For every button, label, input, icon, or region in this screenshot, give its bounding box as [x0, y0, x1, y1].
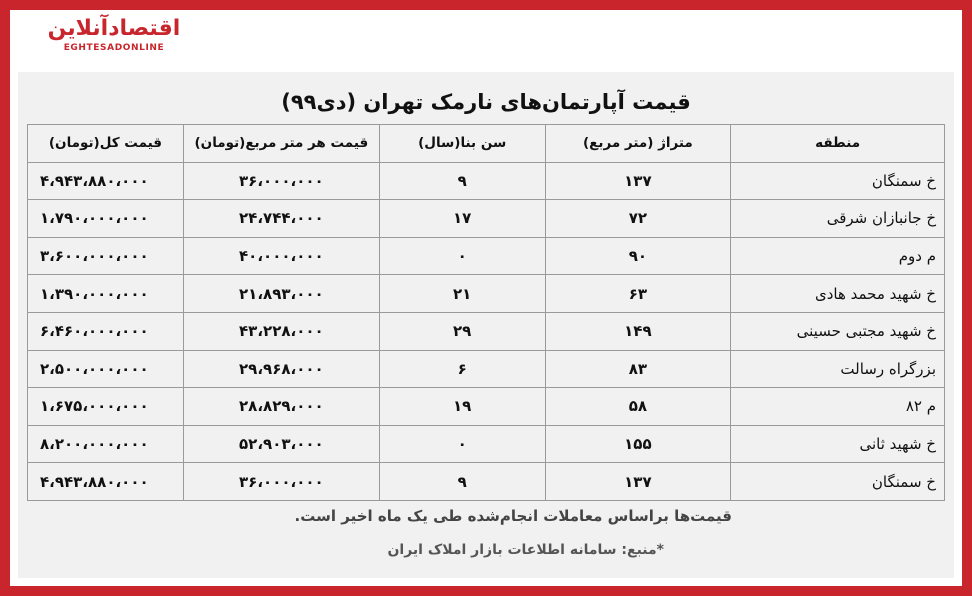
cell-area: ۶۳	[545, 275, 731, 313]
cell-total: ۲،۵۰۰،۰۰۰،۰۰۰	[28, 350, 184, 388]
cell-area: ۱۳۷	[545, 162, 731, 200]
cell-price-per-m2: ۴۳،۲۲۸،۰۰۰	[183, 312, 379, 350]
header-region: منطقه	[731, 125, 945, 163]
cell-price-per-m2: ۲۸،۸۲۹،۰۰۰	[183, 388, 379, 426]
table-row	[28, 275, 945, 313]
cell-area: ۹۰	[545, 237, 731, 275]
cell-price-per-m2: ۲۴،۷۴۴،۰۰۰	[183, 200, 379, 238]
price-table	[27, 124, 945, 501]
cell-price-per-m2: ۳۶،۰۰۰،۰۰۰	[183, 463, 379, 501]
cell-price-per-m2: ۵۲،۹۰۳،۰۰۰	[183, 425, 379, 463]
table-row	[28, 200, 945, 238]
cell-total: ۴،۹۴۳،۸۸۰،۰۰۰	[28, 162, 184, 200]
cell-total: ۱،۶۷۵،۰۰۰،۰۰۰	[28, 388, 184, 426]
table-header-row	[28, 125, 945, 163]
cell-age: ۲۱	[379, 275, 545, 313]
cell-total: ۴،۹۴۳،۸۸۰،۰۰۰	[28, 463, 184, 501]
cell-region: خ سمنگان	[731, 162, 945, 200]
table-row	[28, 350, 945, 388]
cell-area: ۱۳۷	[545, 463, 731, 501]
cell-region: خ شهید ثانی	[731, 425, 945, 463]
footnote: قیمت‌ها براساس معاملات انجام‌شده طی یک ماه اخیر است.	[294, 507, 732, 525]
page-title: قیمت آپارتمان‌های نارمک تهران (دی۹۹)	[281, 90, 691, 114]
cell-price-per-m2: ۲۱،۸۹۳،۰۰۰	[183, 275, 379, 313]
logo-text-en: EGHTESADONLINE	[63, 43, 165, 53]
cell-age: ۹	[379, 463, 545, 501]
cell-total: ۸،۲۰۰،۰۰۰،۰۰۰	[28, 425, 184, 463]
cell-age: ۰	[379, 237, 545, 275]
cell-region: خ جانبازان شرقی	[731, 200, 945, 238]
cell-region: م دوم	[731, 237, 945, 275]
cell-area: ۷۲	[545, 200, 731, 238]
header-age: سن بنا(سال)	[379, 125, 545, 163]
cell-total: ۳،۶۰۰،۰۰۰،۰۰۰	[28, 237, 184, 275]
cell-age: ۲۹	[379, 312, 545, 350]
table-row	[28, 425, 945, 463]
cell-region: م ۸۲	[731, 388, 945, 426]
table-row	[28, 162, 945, 200]
table-row	[28, 463, 945, 501]
cell-price-per-m2: ۴۰،۰۰۰،۰۰۰	[183, 237, 379, 275]
header-area: متراژ (متر مربع)	[545, 125, 731, 163]
source-note: *منبع: سامانه اطلاعات بازار املاک ایران	[387, 542, 664, 558]
cell-total: ۱،۷۹۰،۰۰۰،۰۰۰	[28, 200, 184, 238]
cell-total: ۱،۳۹۰،۰۰۰،۰۰۰	[28, 275, 184, 313]
price-panel	[18, 72, 954, 578]
cell-area: ۵۸	[545, 388, 731, 426]
cell-price-per-m2: ۳۶،۰۰۰،۰۰۰	[183, 162, 379, 200]
cell-area: ۱۴۹	[545, 312, 731, 350]
brand-logo[interactable]	[20, 6, 208, 64]
cell-age: ۱۷	[379, 200, 545, 238]
cell-region: خ شهید مجتبی حسینی	[731, 312, 945, 350]
logo-text-fa: اقتصادآنلاین	[47, 16, 181, 41]
header-total: قیمت کل(تومان)	[28, 125, 184, 163]
cell-region: خ سمنگان	[731, 463, 945, 501]
table-row	[28, 237, 945, 275]
cell-region: خ شهید محمد هادی	[731, 275, 945, 313]
cell-area: ۸۳	[545, 350, 731, 388]
cell-age: ۶	[379, 350, 545, 388]
cell-age: ۰	[379, 425, 545, 463]
table-row	[28, 388, 945, 426]
cell-region: بزرگراه رسالت	[731, 350, 945, 388]
cell-area: ۱۵۵	[545, 425, 731, 463]
header-price-per-m2: قیمت هر متر مربع(تومان)	[183, 125, 379, 163]
cell-price-per-m2: ۲۹،۹۶۸،۰۰۰	[183, 350, 379, 388]
table-row	[28, 312, 945, 350]
cell-age: ۱۹	[379, 388, 545, 426]
cell-age: ۹	[379, 162, 545, 200]
cell-total: ۶،۴۶۰،۰۰۰،۰۰۰	[28, 312, 184, 350]
